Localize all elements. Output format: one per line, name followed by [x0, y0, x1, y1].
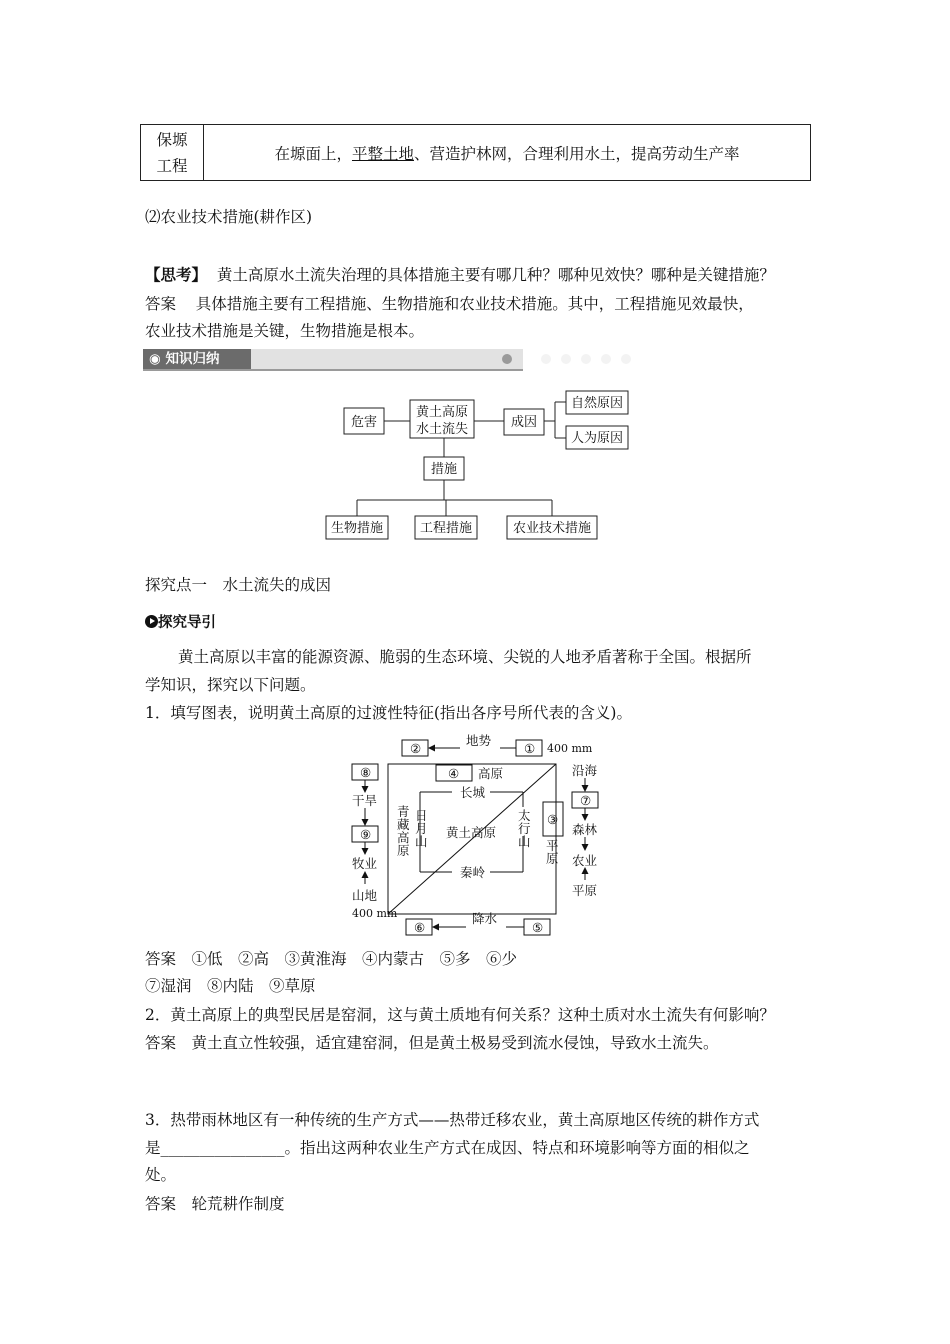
question-3-line1: 3．热带雨林地区有一种传统的生产方式——热带迁移农业，黄土高原地区传统的耕作方式 — [145, 1111, 760, 1129]
dg-n6: ⑥ — [414, 920, 426, 935]
banner-dot — [561, 354, 571, 364]
think-answer-line2: 农业技术措施是关键，生物措施是根本。 — [145, 322, 425, 340]
banner-dot — [621, 354, 631, 364]
dg-mountain: 山地 — [352, 888, 378, 903]
dg-th-3: 山 — [518, 834, 531, 849]
table-label-cell — [141, 125, 204, 180]
guide-heading — [145, 612, 216, 634]
intro-line2: 学知识，探究以下问题。 — [145, 676, 316, 694]
banner-dot-active — [502, 354, 512, 364]
dg-drought: 干旱 — [352, 793, 378, 808]
dg-plain-v2: 原 — [546, 851, 559, 866]
intro-line1: 黄土高原以丰富的能源资源、脆弱的生态环境、尖锐的人地矛盾著称于全国。根据所 — [178, 648, 752, 666]
measures-table — [140, 124, 811, 181]
table-content-cell — [204, 125, 810, 180]
banner-underline — [143, 369, 523, 371]
mm-center-2: 水土流失 — [415, 422, 469, 437]
think-question-line — [145, 264, 775, 286]
mm-bio: 生物措施 — [330, 521, 384, 536]
answer-1-line2: ⑦湿润 ⑧内陆 ⑨草原 — [145, 977, 316, 995]
answer-1-line1: 答案 ①低 ②高 ③黄淮海 ④内蒙古 ⑤多 ⑥少 — [145, 950, 518, 968]
guide-title: 探究导引 — [158, 615, 216, 631]
question-1: 1．填写图表，说明黄土高原的过渡性特征(指出各序号所代表的含义)。 — [145, 704, 632, 722]
dg-plain: 平原 — [572, 883, 598, 898]
dg-terrain: 地势 — [466, 733, 492, 748]
section-title: 探究点一 水土流失的成因 — [145, 576, 332, 594]
think-tag: 【思考】 — [145, 265, 208, 284]
dg-coast: 沿海 — [572, 763, 598, 778]
dg-th-1: 太 — [518, 808, 531, 823]
dg-qinling: 秦岭 — [460, 865, 486, 880]
dg-loess: 黄土高原 — [446, 825, 497, 840]
mm-agri: 农业技术措施 — [512, 521, 592, 536]
answer-3: 答案 轮荒耕作制度 — [145, 1195, 285, 1213]
mm-human: 人为原因 — [570, 431, 624, 446]
dg-pasture: 牧业 — [352, 856, 378, 871]
dg-plateau: 高原 — [478, 766, 504, 781]
mm-center-1: 黄土高原 — [415, 405, 469, 420]
transition-diagram — [340, 732, 610, 942]
dg-n2: ② — [410, 741, 422, 756]
dg-n7: ⑦ — [580, 793, 592, 808]
dg-ry-1: 日 — [415, 808, 428, 823]
mm-natural: 自然原因 — [570, 396, 624, 411]
table-label-line2: 工程 — [156, 157, 188, 175]
dg-th-2: 行 — [518, 821, 531, 836]
dg-qt-3: 高 — [397, 830, 410, 845]
question-3-line3: 处。 — [145, 1166, 177, 1184]
banner-dot — [601, 354, 611, 364]
question-2: 2．黄土高原上的典型民居是窑洞，这与黄土质地有何关系？这种土质对水土流失有何影响？ — [145, 1006, 775, 1024]
knowledge-mindmap — [320, 388, 640, 543]
knowledge-banner — [143, 349, 523, 371]
play-icon — [145, 615, 158, 628]
dg-ry-3: 山 — [415, 834, 428, 849]
table-content-underline: 平整土地 — [351, 144, 414, 163]
dg-precip: 降水 — [472, 911, 498, 926]
question-3-line2: 是________________。指出这两种农业生产方式在成因、特点和环境影响等方面的相似之 — [145, 1139, 750, 1157]
mm-harm: 危害 — [350, 415, 378, 430]
dg-qt-4: 原 — [397, 843, 410, 858]
dg-mm-top: 400 mm — [547, 742, 593, 755]
dg-agriculture: 农业 — [572, 853, 598, 868]
dg-n1: ① — [524, 741, 536, 756]
mm-measures: 措施 — [430, 462, 458, 477]
table-content-post: 、营造护林网，合理利用水土，提高劳动生产率 — [414, 144, 740, 163]
dg-plain-v1: 平 — [546, 838, 559, 853]
banner-bar — [251, 349, 523, 369]
mm-eng: 工程措施 — [419, 521, 473, 536]
think-answer-label: 答案 — [145, 295, 177, 313]
dg-great-wall: 长城 — [460, 785, 486, 800]
think-question: 黄土高原水土流失治理的具体措施主要有哪几种？哪种见效快？哪种是关键措施？ — [216, 266, 775, 284]
mm-cause: 成因 — [510, 415, 538, 430]
think-answer-line1 — [145, 293, 754, 315]
think-answer-text1: 具体措施主要有工程措施、生物措施和农业技术措施。其中，工程措施见效最快， — [195, 295, 754, 313]
dg-n5: ⑤ — [532, 920, 544, 935]
dg-mm-bottom: 400 mm — [352, 907, 398, 920]
dg-forest: 森林 — [572, 822, 598, 837]
dg-n8: ⑧ — [360, 765, 372, 780]
table-label-line1: 保塬 — [156, 131, 188, 149]
dg-qt-1: 青 — [397, 804, 410, 819]
banner-title: ◉ 知识归纳 — [143, 349, 251, 369]
dg-n9: ⑨ — [360, 827, 372, 842]
banner-dot — [541, 354, 551, 364]
dg-n4: ④ — [448, 766, 460, 781]
table-content-pre: 在塬面上， — [274, 144, 352, 163]
dg-qt-2: 藏 — [397, 817, 410, 832]
banner-dot — [581, 354, 591, 364]
answer-2: 答案 黄土直立性较强，适宜建窑洞，但是黄土极易受到流水侵蚀，导致水土流失。 — [145, 1034, 719, 1052]
dg-ry-2: 月 — [415, 821, 428, 836]
subheading: ⑵农业技术措施(耕作区) — [145, 208, 313, 226]
dg-n3: ③ — [547, 812, 559, 827]
